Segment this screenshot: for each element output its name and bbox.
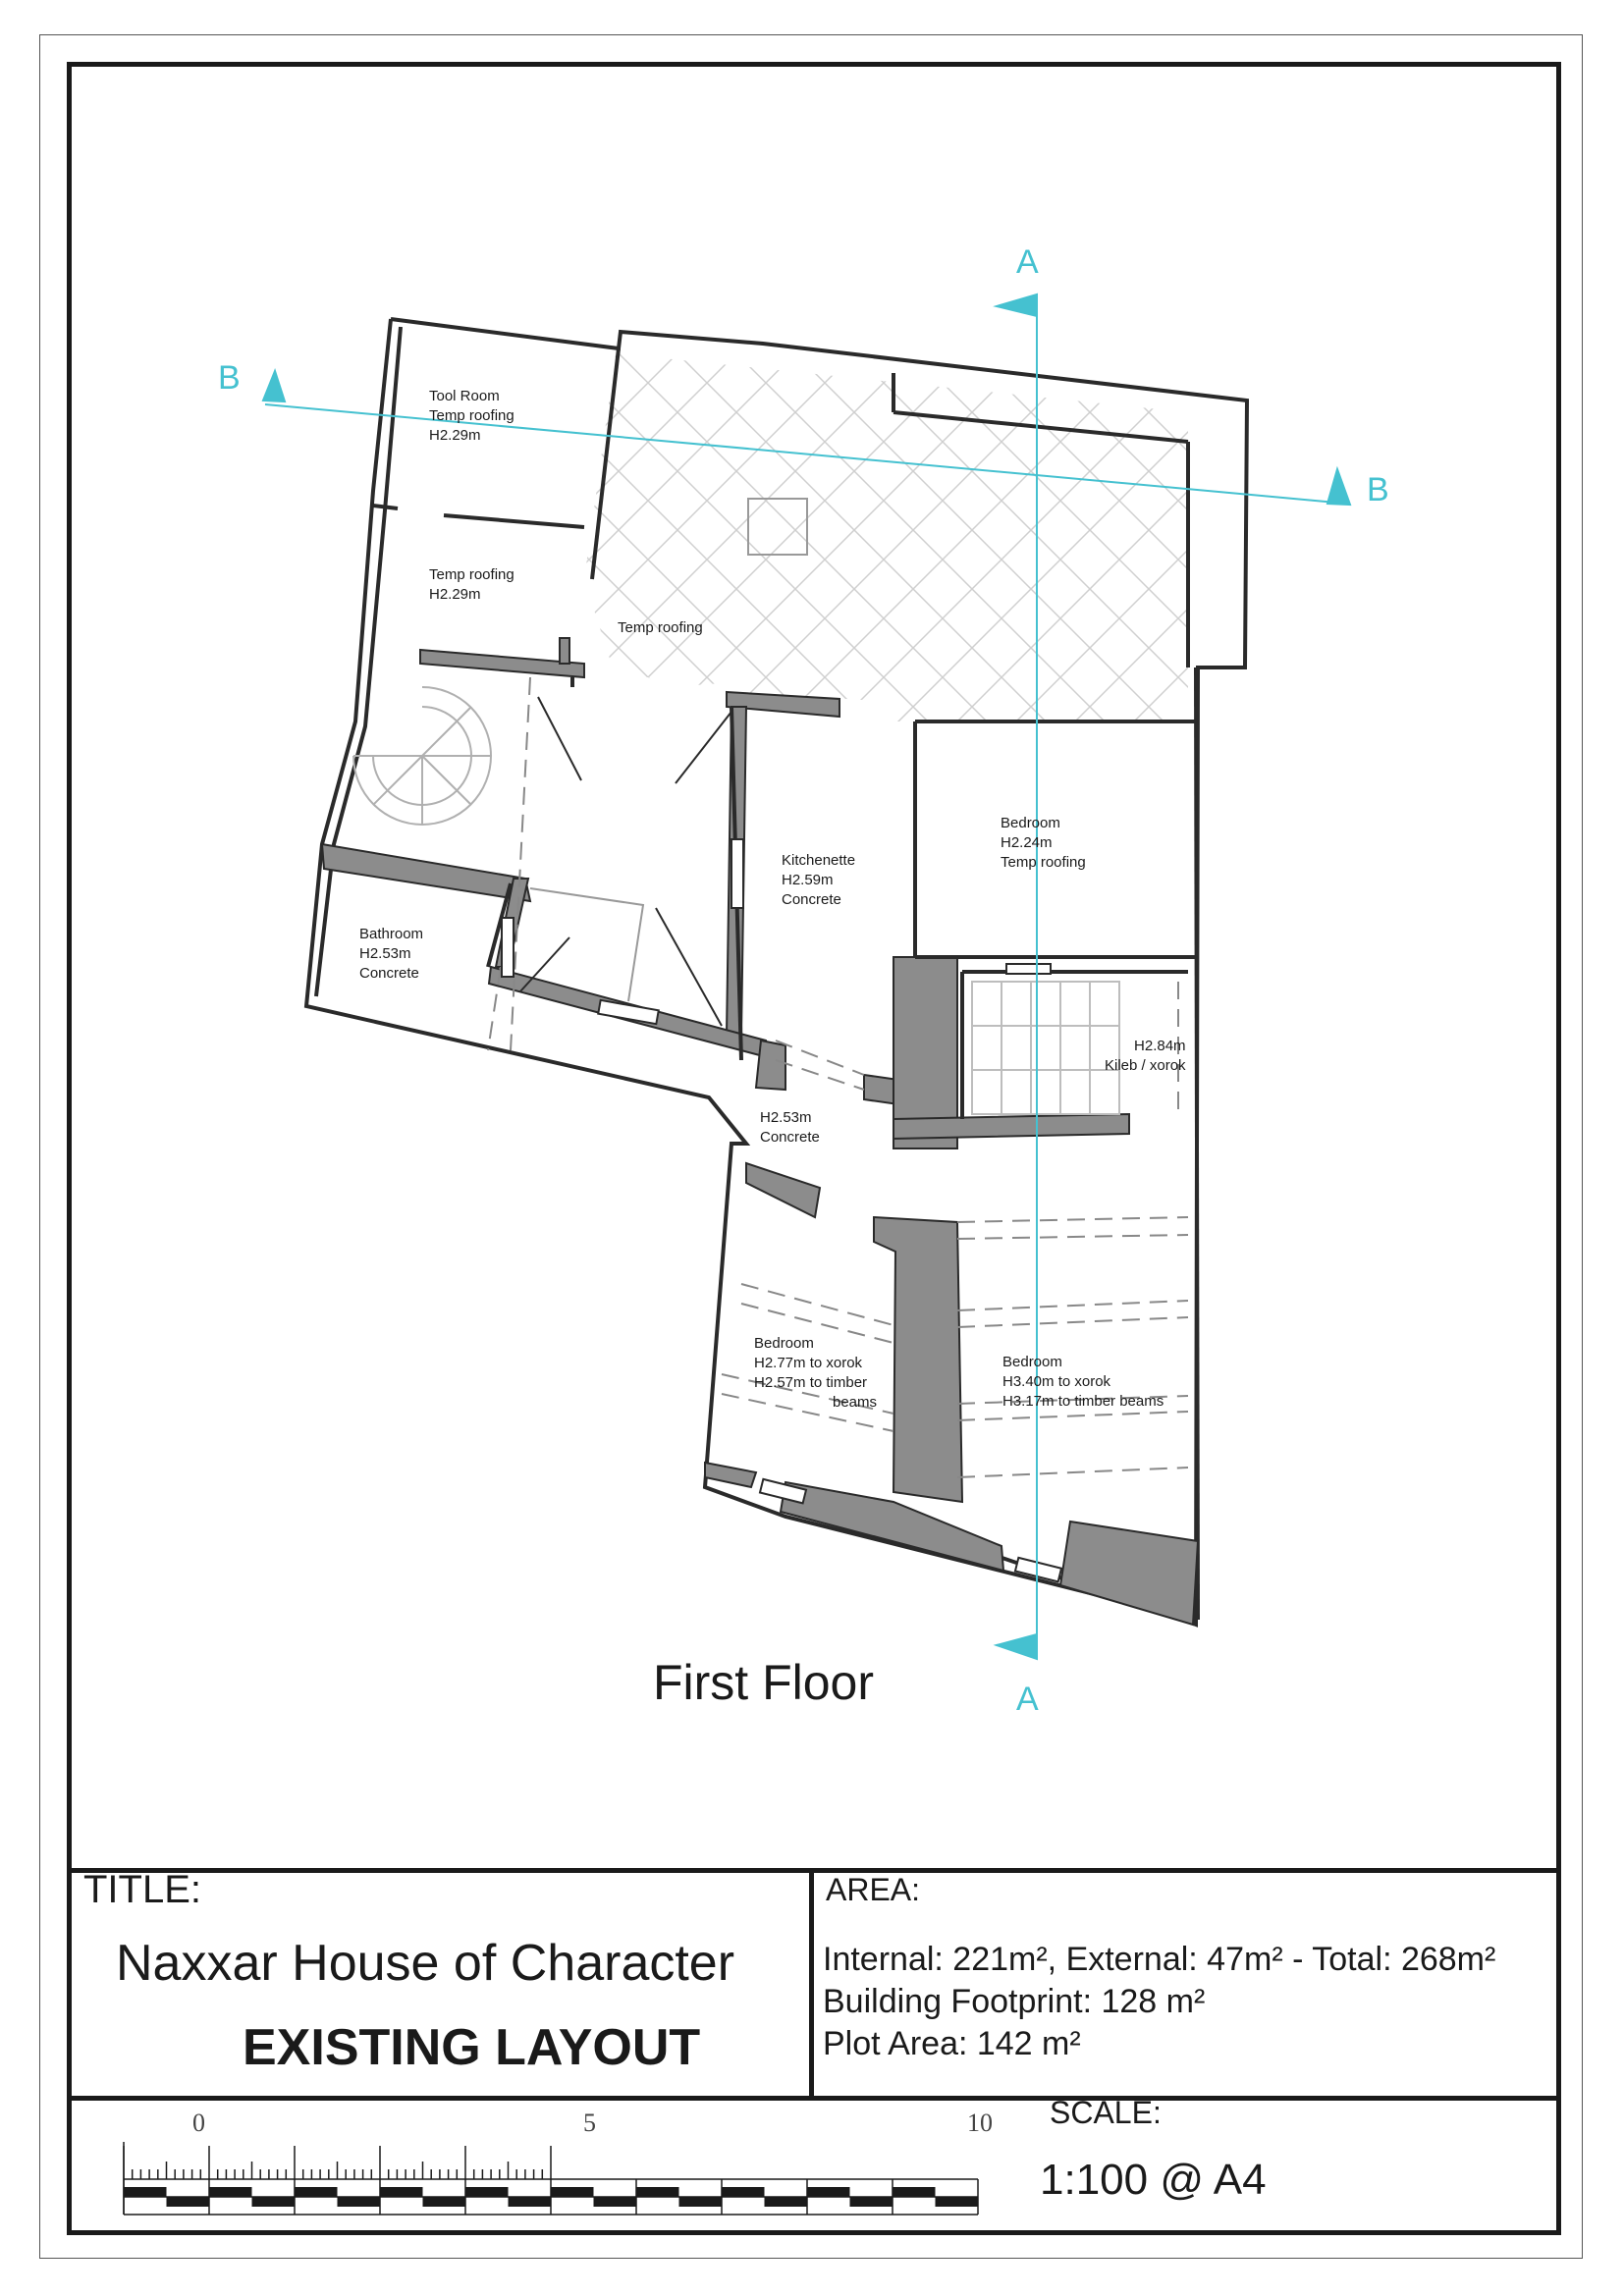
room-label-tool-room: Tool Room Temp roofing H2.29m bbox=[429, 388, 514, 444]
scale-bar-segment bbox=[807, 2187, 850, 2197]
floor-label: First Floor bbox=[653, 1655, 874, 1710]
courtyard-paving bbox=[584, 353, 1188, 721]
scale-bar-segment bbox=[423, 2197, 466, 2207]
scale-bar-segment bbox=[679, 2197, 723, 2207]
scale-tick-5: 5 bbox=[583, 2109, 596, 2137]
scale-bar bbox=[118, 2140, 992, 2218]
room-label-kitchenette: Kitchenette H2.59m Concrete bbox=[782, 852, 856, 908]
spiral-stair bbox=[353, 687, 491, 825]
void-lines bbox=[520, 697, 731, 1026]
room-label-bedroom-top: Bedroom H2.24m Temp roofing bbox=[1001, 815, 1086, 871]
title-block-divider bbox=[809, 1868, 814, 2099]
scale-bar-segment bbox=[252, 2197, 296, 2207]
section-label-b-left: B bbox=[218, 359, 241, 397]
room-label-corridor: H2.53m Concrete bbox=[760, 1109, 820, 1146]
section-label-b-right: B bbox=[1367, 471, 1389, 508]
scale-bar-segment bbox=[893, 2187, 936, 2197]
scale-bar-segment bbox=[509, 2197, 552, 2207]
scale-bar-segment bbox=[636, 2187, 679, 2197]
scale-value: 1:100 @ A4 bbox=[1040, 2156, 1267, 2204]
title-block-mid-line bbox=[67, 2096, 1561, 2101]
scale-bar-segment bbox=[850, 2197, 893, 2207]
scale-bar-segment bbox=[380, 2187, 423, 2197]
windows bbox=[502, 839, 1061, 1581]
scale-bar-segment bbox=[338, 2197, 381, 2207]
scale-tick-10: 10 bbox=[967, 2109, 993, 2137]
project-name: Naxxar House of Character bbox=[116, 1935, 735, 1992]
room-label-bedroom-left: Bedroom H2.77m to xorok H2.57m to timber beams bbox=[754, 1335, 878, 1411]
drawing-name: EXISTING LAYOUT bbox=[243, 2019, 701, 2076]
title-label: TITLE: bbox=[83, 1868, 202, 1911]
section-label-a-bottom: A bbox=[1016, 1681, 1039, 1718]
room-label-bathroom: Bathroom H2.53m Concrete bbox=[359, 926, 424, 982]
scale-bar-segment bbox=[124, 2187, 167, 2197]
area-internal-external: Internal: 221m², External: 47m² - Total: 268m² bbox=[823, 1941, 1496, 1978]
area-label: AREA: bbox=[826, 1872, 921, 1907]
room-label-temp-roofing-1: Temp roofing H2.29m bbox=[429, 566, 514, 603]
room-label-temp-roofing-2: Temp roofing bbox=[618, 619, 703, 636]
section-label-a-top: A bbox=[1016, 243, 1039, 281]
area-footprint: Building Footprint: 128 m² bbox=[823, 1983, 1206, 2020]
scale-tick-0: 0 bbox=[192, 2109, 205, 2137]
room-label-stair-room: H2.84m Kileb / xorok bbox=[1105, 1038, 1186, 1074]
title-block-top-line bbox=[67, 1868, 1561, 1873]
scale-bar-segment bbox=[722, 2187, 765, 2197]
room-label-bedroom-right: Bedroom H3.40m to xorok H3.17m to timber beams bbox=[1002, 1354, 1164, 1410]
scale-label: SCALE: bbox=[1050, 2095, 1162, 2130]
scale-bar-segment bbox=[465, 2187, 509, 2197]
scale-bar-segment bbox=[551, 2187, 594, 2197]
scale-bar-segment bbox=[594, 2197, 637, 2207]
scale-bar-segment bbox=[295, 2187, 338, 2197]
scale-bar-segment bbox=[209, 2187, 252, 2197]
area-plot: Plot Area: 142 m² bbox=[823, 2025, 1081, 2062]
scale-bar-segment bbox=[936, 2197, 979, 2207]
straight-stair bbox=[972, 982, 1119, 1114]
scale-bar-segment bbox=[765, 2197, 808, 2207]
scale-bar-segment bbox=[167, 2197, 210, 2207]
